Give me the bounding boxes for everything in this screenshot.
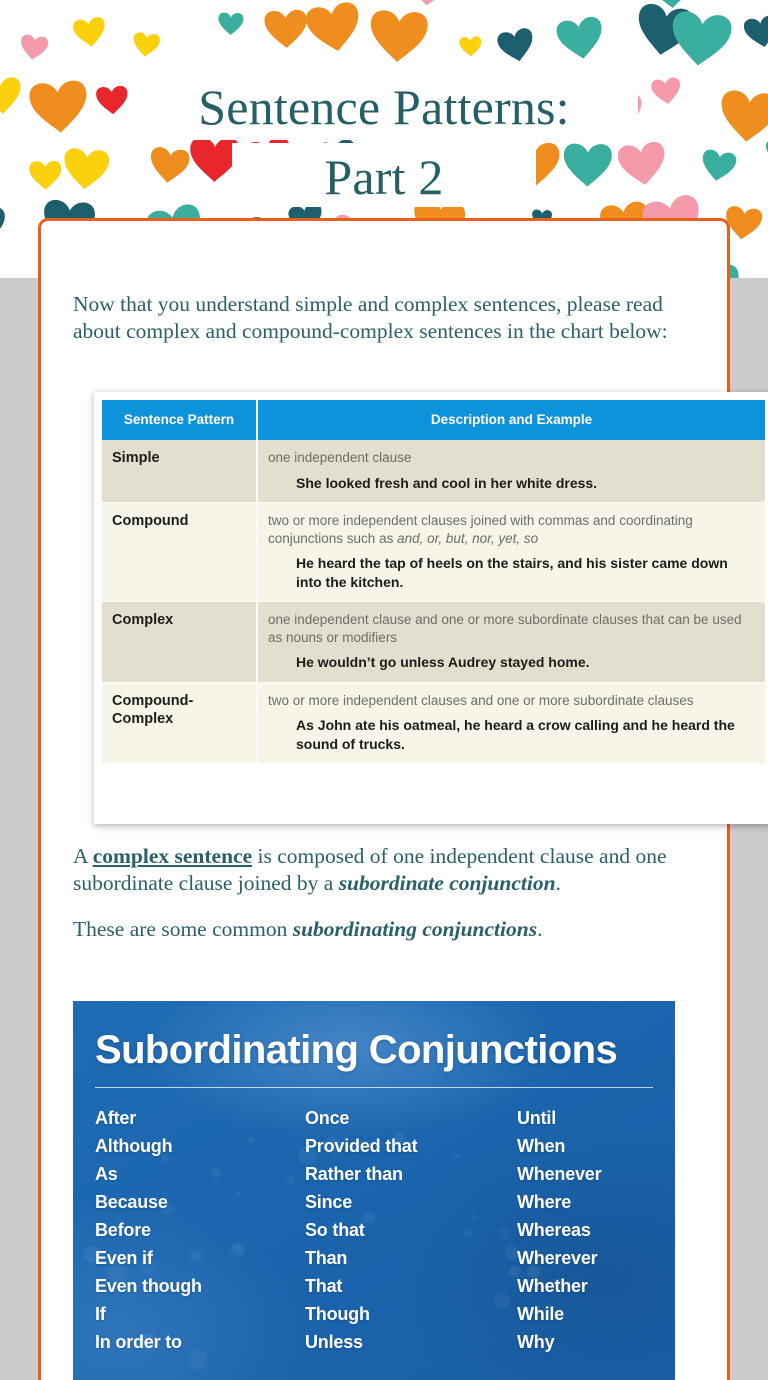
- table-row: [102, 682, 765, 764]
- pattern-name: Complex: [112, 612, 174, 628]
- list-item: Whenever: [517, 1164, 602, 1184]
- table-row: [102, 503, 765, 602]
- conjunction-column-2: [305, 1104, 517, 1356]
- list-item: Although: [95, 1136, 173, 1156]
- list-item: Where: [517, 1192, 572, 1212]
- list-item: Though: [305, 1304, 370, 1324]
- list-item: Rather than: [305, 1164, 403, 1184]
- list-item: Whether: [517, 1276, 588, 1296]
- conjunction-column-3: [517, 1104, 653, 1356]
- title-backing-2: [232, 143, 536, 207]
- pattern-name: Compound-Complex: [112, 692, 194, 727]
- list-item: After: [95, 1108, 137, 1128]
- list-item: So that: [305, 1220, 365, 1240]
- list-item: Since: [305, 1192, 353, 1212]
- complex-sentence-link[interactable]: complex sentence: [92, 844, 253, 868]
- list-item: In order to: [95, 1332, 182, 1352]
- pattern-example: As John ate his oatmeal, he heard a crow calling and he heard the sound of trucks.: [296, 717, 735, 752]
- list-item: Whereas: [517, 1220, 591, 1240]
- list-item: Why: [517, 1332, 555, 1352]
- list-item: Wherever: [517, 1248, 598, 1268]
- list-item: Because: [95, 1192, 168, 1212]
- subordinate-conjunction-emphasis: subordinate conjunction: [338, 870, 556, 895]
- pattern-example: He wouldn’t go unless Audrey stayed home.: [296, 654, 590, 670]
- list-item: Even though: [95, 1276, 202, 1296]
- content-card: [38, 218, 742, 1380]
- pattern-example: She looked fresh and cool in her white dress.: [296, 474, 598, 491]
- subordinating-conjunctions-poster: [73, 1001, 675, 1380]
- conjunction-column-1: [95, 1104, 305, 1356]
- list-item: As: [95, 1164, 118, 1184]
- common-conjunctions-lead: These are some common subordinating conjunctions.: [73, 917, 543, 941]
- list-item: Than: [305, 1248, 348, 1268]
- subordinating-conjunctions-emphasis: subordinating conjunctions: [292, 917, 538, 941]
- list-item: Before: [95, 1220, 151, 1240]
- page-title-line-2: Part 2: [324, 149, 444, 205]
- page-title-line-1: Sentence Patterns:: [198, 79, 570, 135]
- list-item: While: [517, 1304, 564, 1324]
- poster-title: Subordinating Conjunctions: [95, 1028, 618, 1072]
- pattern-description: two or more independent clauses and one or more subordinate clauses: [268, 692, 694, 708]
- pattern-name: Compound: [112, 513, 189, 529]
- poster-divider: [95, 1087, 653, 1088]
- conjunction-columns: [95, 1104, 653, 1356]
- list-item: That: [305, 1276, 343, 1296]
- list-item: Once: [305, 1108, 350, 1128]
- table-row: [102, 602, 765, 683]
- list-item: If: [95, 1304, 106, 1324]
- table-row: [102, 440, 765, 503]
- pattern-description: one independent clause: [268, 450, 412, 465]
- title-backing-1: [130, 78, 638, 140]
- pattern-description: two or more independent clauses joined with commas and coordinating conjunctions such as and, or, but, nor, yet, so: [268, 513, 693, 546]
- complex-sentence-definition: A complex sentence is composed of one independent clause and one subordinate clause joined by a subordinate conjunction.: [73, 844, 667, 895]
- pattern-example: He heard the tap of heels on the stairs, and his sister came down into the kitchen.: [296, 555, 728, 590]
- pattern-description: one independent clause and one or more subordinate clauses that can be used as nouns or modifiers: [268, 612, 742, 645]
- list-item: Provided that: [305, 1136, 418, 1156]
- table-header-row: [102, 400, 765, 440]
- list-item: Unless: [305, 1332, 363, 1352]
- list-item: Even if: [95, 1248, 153, 1268]
- list-item: When: [517, 1136, 566, 1156]
- chart-table: [102, 400, 765, 764]
- pattern-name: Simple: [112, 450, 160, 466]
- sentence-pattern-chart: [94, 392, 768, 824]
- column-header-pattern: Sentence Pattern: [102, 400, 257, 440]
- column-header-description: Description and Example: [257, 400, 765, 440]
- list-item: Until: [517, 1108, 556, 1128]
- intro-paragraph: Now that you understand simple and complex sentences, please read about complex and compound-complex sentences in the chart below:: [73, 292, 668, 343]
